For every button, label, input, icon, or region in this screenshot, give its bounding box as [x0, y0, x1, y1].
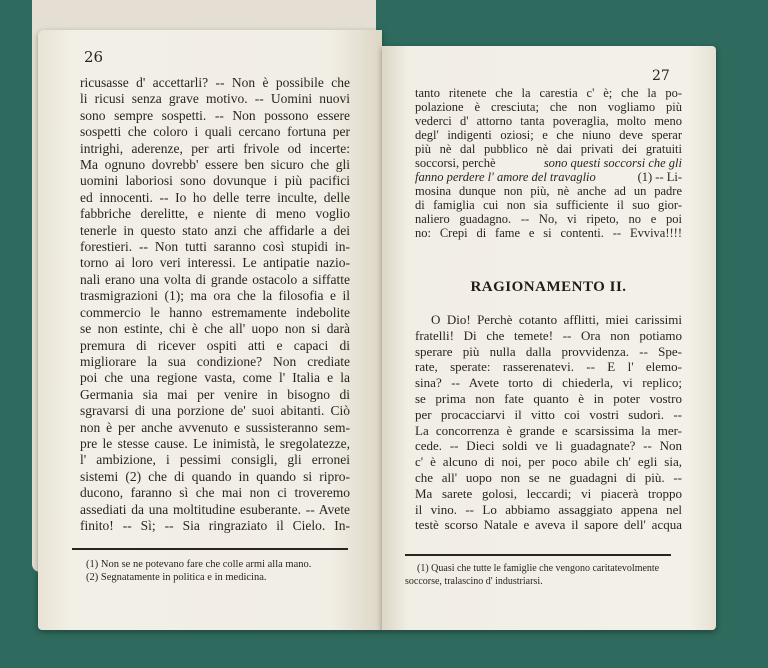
- text-line: tanto ritenete che la carestia c' è; che la po-: [415, 86, 682, 100]
- left-page: [38, 30, 382, 630]
- italic-text-segment: sono questi soccorsi che gli: [543, 156, 682, 170]
- text-line: sgravarsi di una porzione de' suoi abitanti. Ciò: [80, 403, 350, 419]
- footnote: (1) Quasi che tutte le famiglie che vengono caritatevolmente: [417, 563, 660, 574]
- text-line: migliorare la sua condizione? Non crediate: [80, 353, 350, 369]
- footnote: (2) Segnatamente in politica e in medicina.: [86, 572, 267, 583]
- text-line: O Dio! Perchè cotanto afflitti, miei carissimi: [431, 312, 682, 327]
- text-line: se prima non fate quanto è in poter vostro: [415, 390, 682, 406]
- text-line: fabbriche derelitte, e niente di meno voglio: [80, 206, 350, 222]
- text-segment: soccorsi, perchè: [415, 156, 496, 170]
- text-line: commercio le hanno estremamente indebolite: [80, 304, 350, 320]
- text-line: [415, 156, 682, 170]
- text-line: La concorrenza è grande e scarsissima la mer-: [415, 422, 682, 438]
- text-line: che all' uopo non se ne guadagni di più. --: [415, 469, 682, 485]
- text-line: Ma sarete golosi, leccardi; vi piacerà troppo: [415, 485, 682, 501]
- text-line: torno ai loro veri interessi. Le antipatie nazio-: [80, 255, 350, 271]
- text-line: finito! -- Sì; -- Sia ringraziato il Cielo. In-: [80, 517, 350, 533]
- text-line: ducono, faranno sì che mai non ci troveremo: [80, 485, 350, 501]
- text-line: di famiglia cui non sia sufficiente il suo gior-: [415, 198, 682, 212]
- text-line: sina? -- Avete torto di chiederla, vi replico;: [415, 375, 682, 391]
- text-line: non è per anche avvenuto e sussisteranno sem-: [80, 419, 350, 435]
- text-line: premura di ricever ospiti atti e capaci di: [80, 337, 350, 353]
- left-page-text: [80, 75, 350, 534]
- page-number: 27: [652, 68, 670, 84]
- footnote: (1) Non se ne potevano fare che colle armi alla mano.: [86, 559, 312, 570]
- text-line: sospetti che coloro i quali cercano fortuna per: [80, 124, 350, 140]
- text-line: sono sempre sospetti. -- Non possono essere: [80, 107, 350, 123]
- text-line: sperare più nulla dalla provvidenza. -- Spe-: [415, 343, 682, 359]
- text-line: Germania sia mai per venire in bisogno di: [80, 386, 350, 402]
- text-line: degl' indigenti oziosi; e che niuno deve sperar: [415, 128, 682, 142]
- right-page-text-top: [415, 86, 682, 240]
- footnote: soccorse, tralascino d' industriarsi.: [405, 576, 543, 587]
- text-line: sistemi (2) che di quando in quando si ripro-: [80, 468, 350, 484]
- text-line: testè scorso Natale e aveva il sapore dell' acqua: [415, 517, 682, 533]
- text-line: ricusasse d' accettarli? -- Non è possibile che: [80, 75, 350, 90]
- text-line: [415, 170, 682, 184]
- page-number: 26: [84, 48, 104, 66]
- text-line: intrighi, aderenze, per arti frivole od incerte:: [80, 140, 350, 156]
- text-line: forestieri. -- Non tutti saranno così stupidi in-: [80, 239, 350, 255]
- text-line: rate, sperate: rasserenatevi. -- E l' elemo-: [415, 359, 682, 375]
- text-line: nali erano una volta di grande ostacolo a siffatte: [80, 271, 350, 287]
- text-line: polazione è cresciuta; che non vogliamo più: [415, 100, 682, 114]
- text-line: cede. -- Dieci soldi ve li guadagnate? -- Non: [415, 438, 682, 454]
- text-line: vederci d' attorno tanta poveraglia, molto meno: [415, 114, 682, 128]
- text-line: assediati da una moltitudine esuberante. -- Avete: [80, 501, 350, 517]
- text-line: naliero guadagno. -- No, vi ripeto, no e poi: [415, 212, 682, 226]
- right-footnotes: [405, 562, 685, 588]
- text-line: li ricusi senza grave motivo. -- Uomini nuovi: [80, 91, 350, 107]
- text-line: poi che una regione vasta, come l' Italia e la: [80, 370, 350, 386]
- footnote-rule: [72, 548, 348, 550]
- text-line: se non estinte, chi è che all' uopo non si darà: [80, 321, 350, 337]
- right-page: [382, 46, 716, 630]
- text-line: uomini laboriosi sono dovunque i più pacifici: [80, 173, 350, 189]
- text-line: fratelli! Di che temete! -- Ora non potiamo: [415, 327, 682, 343]
- text-line: tenerle in questo stato anzi che affidarle a dei: [80, 222, 350, 238]
- text-segment: (1) -- Li-: [637, 170, 682, 184]
- text-line: per procacciarvi il vitto coi vostri sudori. --: [415, 406, 682, 422]
- text-line: pre le stesse cause. Le inimistà, le sregolatezze,: [80, 435, 350, 451]
- chapter-heading: RAGIONAMENTO II.: [470, 279, 627, 295]
- text-line: Ma ognuno dovrebb' essere ben sicuro che gli: [80, 157, 350, 173]
- text-line: il vino. -- Lo abbiamo assaggiato appena nel: [415, 501, 682, 517]
- italic-text-segment: fanno perdere l' amore del travaglio: [415, 170, 596, 184]
- text-line: no: Crepi di fame e si contenti. -- Evviva!!!!: [415, 226, 682, 240]
- text-line: ed innocenti. -- Io ho delle terre inculte, delle: [80, 189, 350, 205]
- text-line: c' è alcuno di noi, per poco abile ch' egli sia,: [415, 454, 682, 470]
- text-line: mosina dunque non più, nè anche ad un padre: [415, 184, 682, 198]
- text-line: più nè dal pubblico nè dai privati dei gratuiti: [415, 142, 682, 156]
- right-page-text-body: [415, 312, 682, 533]
- left-footnotes: [86, 558, 356, 584]
- text-line: trasmigrazioni (1); ma ora che la filosofia e il: [80, 288, 350, 304]
- footnote-rule: [405, 554, 671, 556]
- text-line: l' ambizione, i pessimi consigli, gli erronei: [80, 452, 350, 468]
